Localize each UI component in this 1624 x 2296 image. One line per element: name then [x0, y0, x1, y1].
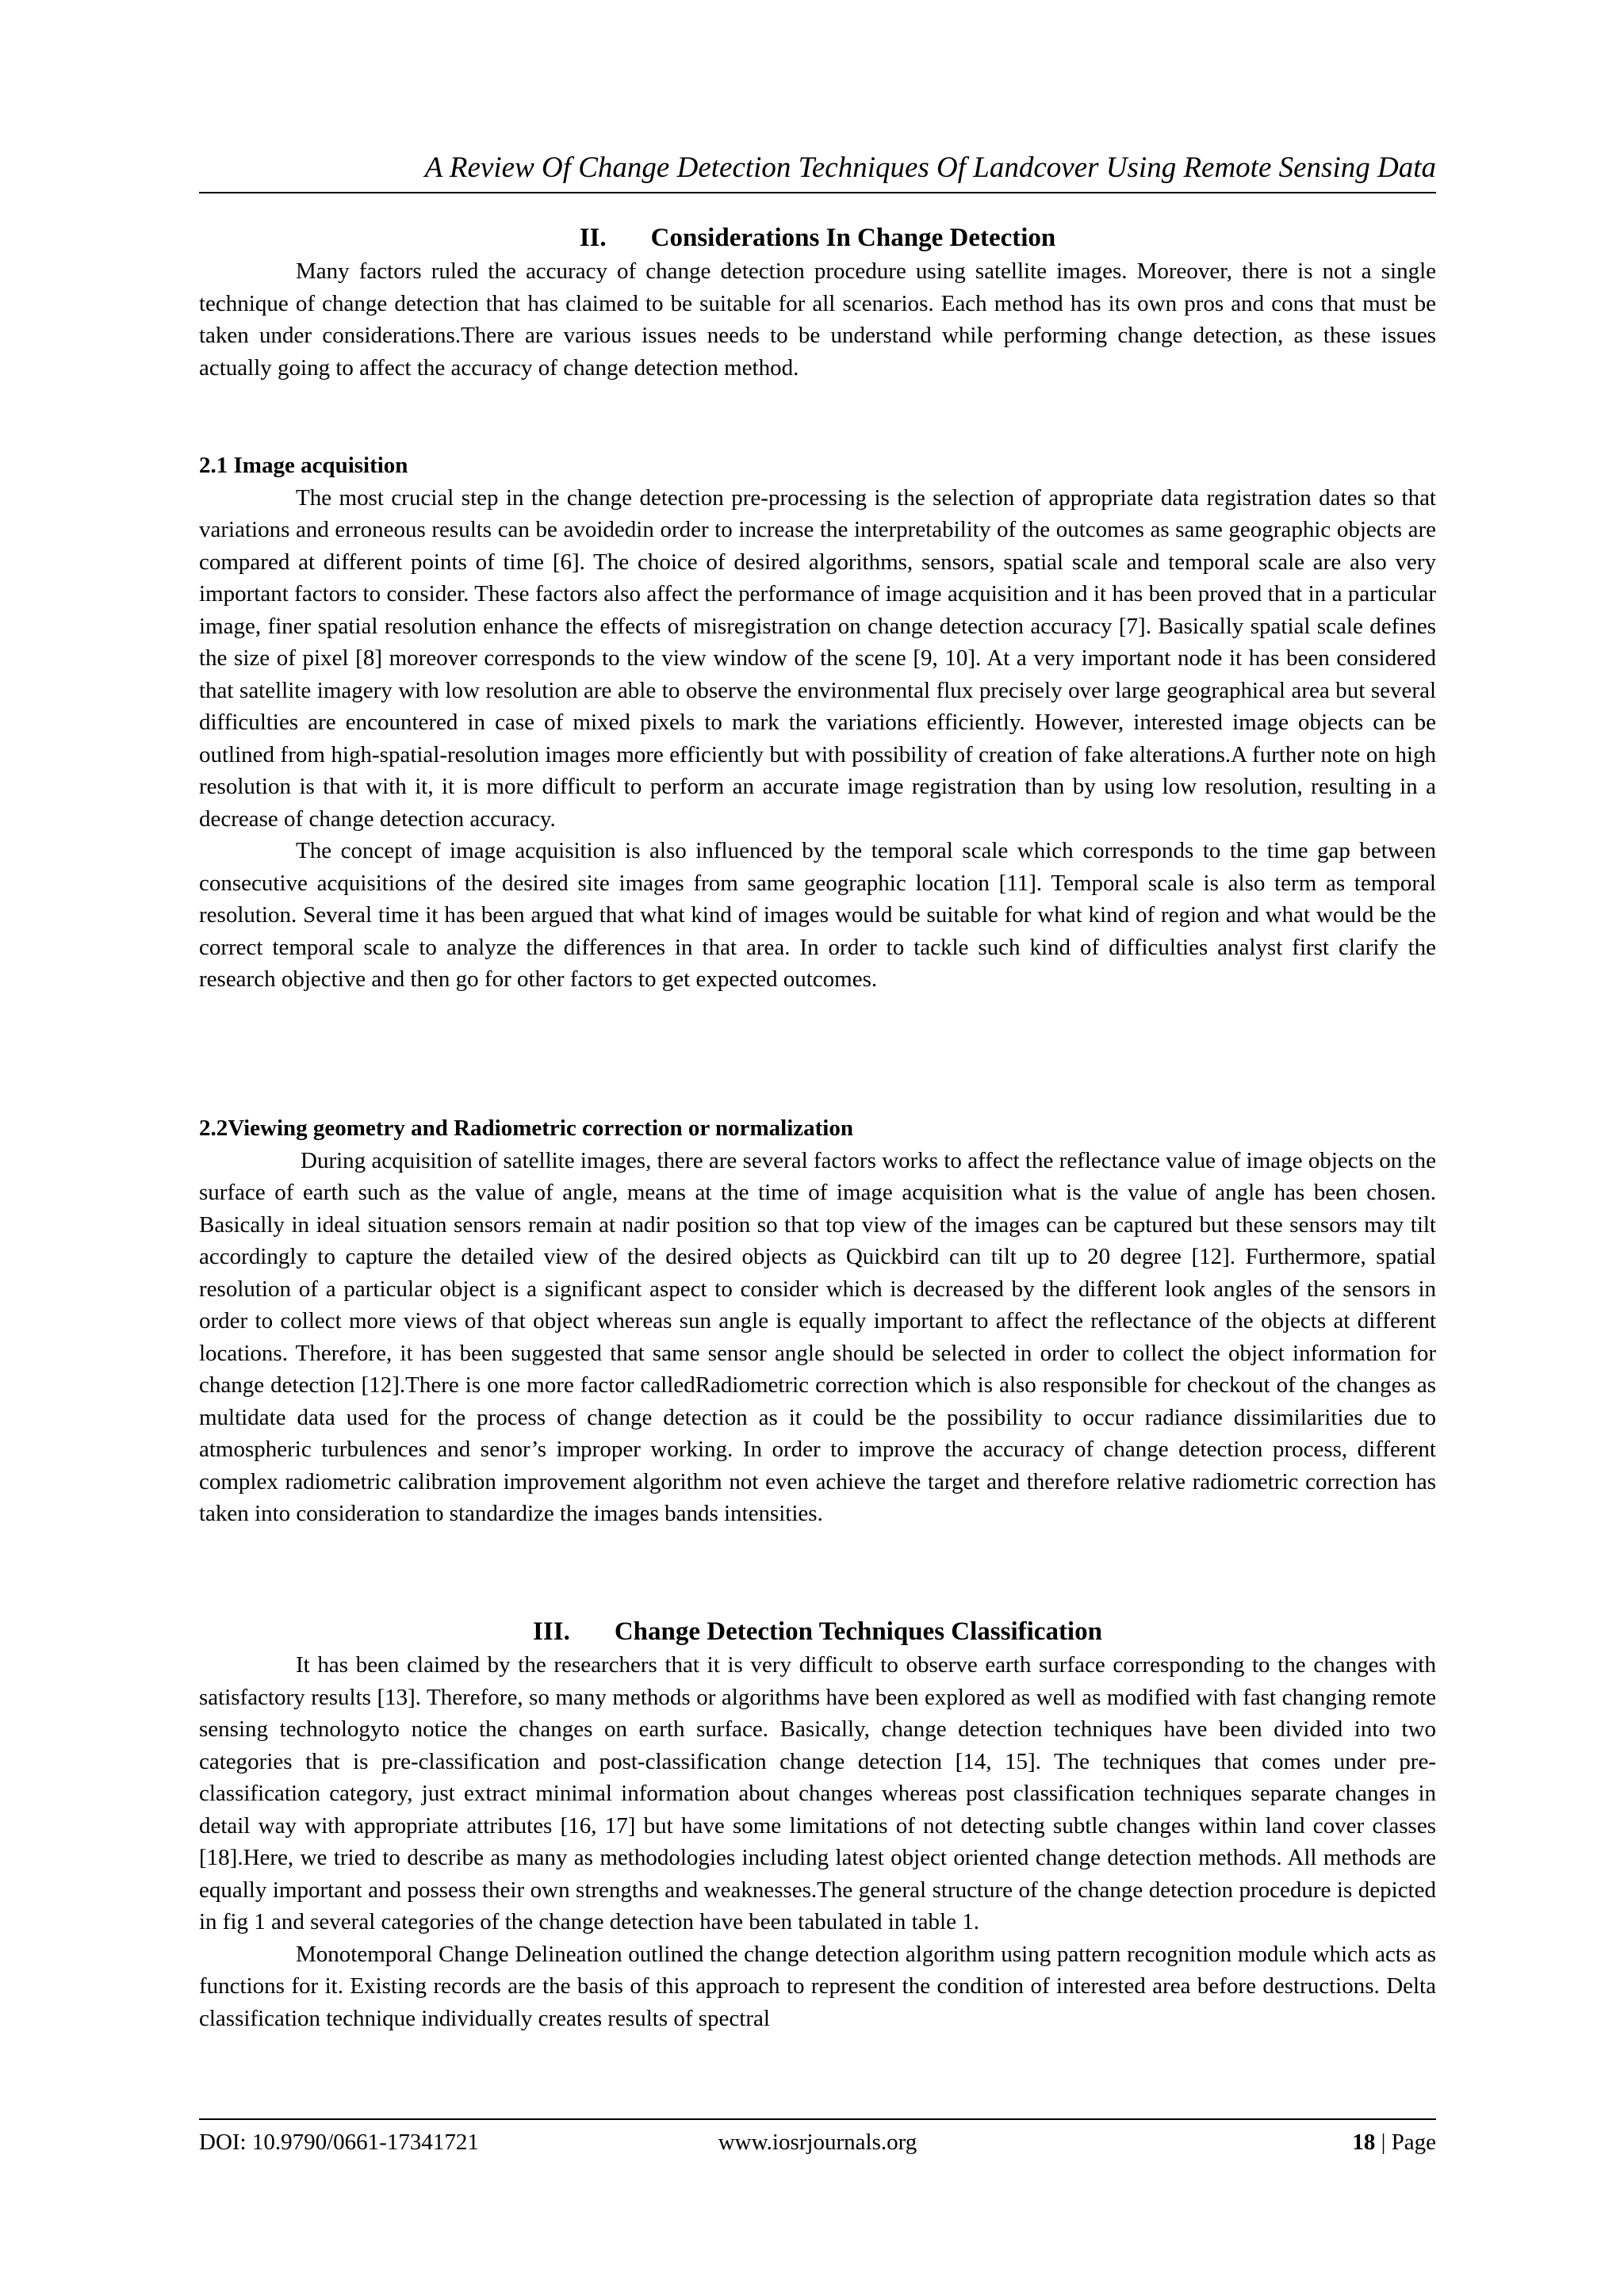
footer-doi: DOI: 10.9790/0661-17341721: [199, 2130, 479, 2155]
page-footer: [199, 2125, 1436, 2160]
footer-rule: [199, 2118, 1436, 2120]
subsection-2-2: [199, 1112, 1436, 1530]
section-3-paragraph-1: It has been claimed by the researchers that it is very difficult to observe earth surface corresponding to the changes with satisfactory results [13]. Therefore, so many methods or algorithms have been explored as well as modified with fast changing remote sensing technologyto notice the changes on earth surface. Basically, change detection techniques have been divided into two categories that is pre-classification and post-classification change detection [14, 15]. The techniques that comes under pre-classification category, just extract minimal information about changes whereas post classification techniques separate changes in detail way with appropriate attributes [16, 17] but have some limitations of not detecting subtle changes within land cover classes [18].Here, we tried to describe as many as methodologies including latest object oriented change detection methods. All methods are equally important and possess their own strengths and weaknesses.The general structure of the change detection procedure is depicted in fig 1 and several categories of the change detection have been tabulated in table 1.: [199, 1652, 1436, 1934]
section-2-intro: Many factors ruled the accuracy of change detection procedure using satellite images. Moreover, there is not a single technique of change detection that has claimed to be suitable for all scenarios. Each method has its own pros and cons that must be taken under considerations.There are various issues needs to be understand while performing change detection, as these issues actually going to affect the accuracy of change detection method.: [199, 258, 1436, 381]
footer-page: [1352, 2125, 1436, 2160]
section-3-heading: [199, 1614, 1436, 1649]
section-2-number: II.: [579, 224, 607, 252]
section-3-title: Change Detection Techniques Classification: [614, 1617, 1102, 1646]
subsection-2-1-title: 2.1 Image acquisition: [199, 453, 408, 478]
section-3-number: III.: [533, 1617, 570, 1646]
section-2: [199, 220, 1436, 384]
subsection-2-2-paragraph-1: During acquisition of satellite images, there are several factors works to affect the reflectance value of image objects on the surface of earth such as the value of angle, means at the time of image acquisition what is the value of angle has been chosen. Basically in ideal situation sensors remain at nadir position so that top view of the images can be captured but these sensors may tilt accordingly to capture the detailed view of the desired objects as Quickbird can tilt up to 20 degree [12]. Furthermore, spatial resolution of a particular object is a significant aspect to consider which is decreased by the different look angles of the sensors in order to collect more views of that object whereas sun angle is equally important to affect the reflectance of the objects at different locations. Therefore, it has been suggested that same sensor angle should be selected in order to collect the object information for change detection [12].There is one more factor calledRadiometric correction which is also responsible for checkout of the changes as multidate data used for the process of change detection as it could be the possibility to occur radiance dissimilarities due to atmospheric turbulences and senor’s improper working. In order to improve the accuracy of change detection process, different complex radiometric calibration improvement algorithm not even achieve the target and therefore relative radiometric correction has taken into consideration to standardize the images bands intensities.: [199, 1147, 1436, 1526]
running-header: A Review Of Change Detection Techniques Of Landcover Using Remote Sensing Data: [424, 151, 1436, 184]
footer-page-label: | Page: [1381, 2130, 1436, 2155]
section-3-paragraph-2: Monotemporal Change Delineation outlined the change detection algorithm using pattern recognition module which acts as functions for it. Existing records are the basis of this approach to represent the condition of interested area before destructions. Delta classification technique individually creates results of spectral: [199, 1941, 1436, 2031]
subsection-2-1-paragraph-1: The most crucial step in the change detection pre-processing is the selection of appropriate data registration dates so that variations and erroneous results can be avoidedin order to increase the interpretability of the outcomes as same geographic objects are compared at different points of time [6]. The choice of desired algorithms, sensors, spatial scale and temporal scale are also very important factors to consider. These factors also affect the performance of image acquisition and it has been proved that in a particular image, finer spatial resolution enhance the effects of misregistration on change detection accuracy [7]. Basically spatial scale defines the size of pixel [8] moreover corresponds to the view window of the scene [9, 10]. At a very important node it has been considered that satellite imagery with low resolution are able to observe the environmental flux precisely over large geographical area but several difficulties are encountered in case of mixed pixels to mark the variations efficiently. However, interested image objects can be outlined from high-spatial-resolution images more efficiently but with possibility of creation of fake alterations.A further note on high resolution is that with it, it is more difficult to perform an accurate image registration than by using low resolution, resulting in a decrease of change detection accuracy.: [199, 484, 1436, 832]
section-2-heading: [199, 220, 1436, 255]
header-rule: [199, 192, 1436, 193]
footer-website: www.iosrjournals.org: [718, 2130, 917, 2155]
footer-page-number: 18: [1352, 2130, 1376, 2155]
subsection-2-1-paragraph-2: The concept of image acquisition is also influenced by the temporal scale which corresponds to the time gap between consecutive acquisitions of the desired site images from same geographic location [11]. Temporal scale is also term as temporal resolution. Several time it has been argued that what kind of images would be suitable for what kind of region and what would be the correct temporal scale to analyze the differences in that area. In order to tackle such kind of difficulties analyst first clarify the research objective and then go for other factors to get expected outcomes.: [199, 838, 1436, 992]
section-2-title: Considerations In Change Detection: [650, 224, 1056, 252]
subsection-2-1: [199, 450, 1436, 996]
section-3: [199, 1614, 1436, 2034]
subsection-2-2-title: 2.2Viewing geometry and Radiometric correction or normalization: [199, 1115, 853, 1141]
